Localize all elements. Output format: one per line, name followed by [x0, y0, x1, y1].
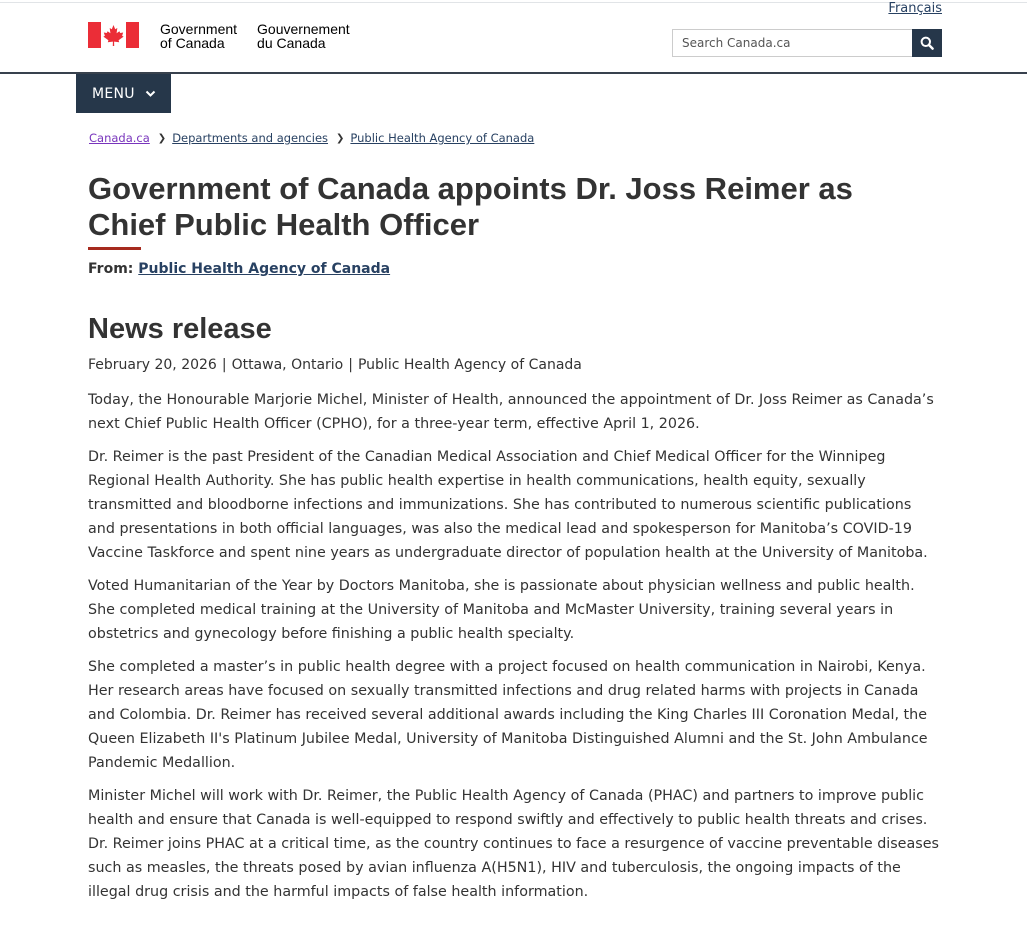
meta-separator: |: [348, 357, 353, 373]
release-org: Public Health Agency of Canada: [357, 357, 582, 373]
search-icon: [920, 36, 934, 50]
article-paragraph: Voted Humanitarian of the Year by Doctors Manitoba, she is passionate about physician wellness and public health. She completed medical training at the University of Manitoba and McMaster University, training several years in obstetrics and gynecology before finishing a public health specialty.: [88, 578, 915, 642]
article-paragraph: Today, the Honourable Marjorie Michel, Minister of Health, announced the appointment of Dr. Joss Reimer as Canada’s next Chief Public Health Officer (CPHO), for a three-year term, effective April 1, 2026.: [88, 392, 934, 432]
page-title: Government of Canada appoints Dr. Joss Reimer as Chief Public Health Officer: [88, 171, 853, 242]
breadcrumb: [89, 131, 534, 145]
language-toggle-link[interactable]: Français: [888, 1, 942, 16]
chevron-right-icon: ❯: [157, 132, 167, 144]
menu-label: MENU: [92, 85, 135, 102]
release-location: Ottawa, Ontario: [231, 357, 344, 373]
chevron-down-icon: [145, 90, 156, 98]
canada-flag-icon: [88, 22, 139, 48]
breadcrumb-departments-agencies[interactable]: Departments and agencies: [172, 131, 329, 145]
fip-english-line2: of Canada: [160, 35, 225, 51]
breadcrumb-phac[interactable]: Public Health Agency of Canada: [350, 131, 535, 145]
fip-english-line1: Government: [160, 21, 238, 37]
section-heading: News release: [88, 313, 272, 345]
fip-french: [257, 22, 350, 50]
meta-separator: |: [221, 357, 227, 373]
from-line: [88, 261, 390, 277]
title-underline: [88, 247, 141, 250]
fip-english: [160, 22, 237, 50]
fip-french-line1: Gouvernement: [257, 21, 350, 37]
article-paragraph: She completed a master’s in public health degree with a project focused on health communication in Nairobi, Kenya. Her research areas have focused on sexually transmitted infections and drug related harms with projects in Canada and Colombia. Dr. Reimer has received several additional awards including the King Charles III Coronation Medal, the Queen Elizabeth II's Platinum Jubilee Medal, University of Manitoba Distinguished Alumni and the St. John Ambulance Pandemic Medallion.: [88, 659, 928, 771]
fip-french-line2: du Canada: [257, 35, 326, 51]
site-search: [672, 29, 942, 57]
government-signature[interactable]: [88, 22, 350, 50]
breadcrumb-canada-ca[interactable]: Canada.ca: [89, 131, 150, 145]
chevron-right-icon: ❯: [336, 132, 345, 144]
from-link[interactable]: Public Health Agency of Canada: [138, 261, 391, 277]
search-button[interactable]: [912, 29, 942, 57]
top-border: [0, 2, 1027, 3]
release-date: February 20, 2026: [88, 357, 217, 373]
article-body: [88, 388, 940, 913]
release-meta: [88, 357, 582, 373]
from-label: From:: [88, 261, 134, 277]
search-input[interactable]: [672, 29, 912, 57]
article-paragraph: Minister Michel will work with Dr. Reimer, the Public Health Agency of Canada (PHAC) and partners to improve public health and ensure that Canada is well-equipped to respond swiftly and effectively to public health threats and crises. Dr. Reimer joins PHAC at a critical time, as the country continues to face a resurgence of vaccine preventable diseases such as measles, the threats posed by avian influenza A(H5N1), HIV and tuberculosis, the ongoing impacts of the illegal drug crisis and the harmful impacts of false health information.: [88, 788, 939, 900]
menu-button[interactable]: [76, 74, 171, 113]
article-paragraph: Dr. Reimer is the past President of the Canadian Medical Association and Chief Medical Officer for the Winnipeg Regional Health Authority. She has public health expertise in health communications, health equity, sexually transmitted and bloodborne infections and immunizations. She has contributed to numerous scientific publications and presentations in both official languages, was also the medical lead and spokesperson for Manitoba’s COVID-19 Vaccine Taskforce and spent nine years as undergraduate director of population health at the University of Manitoba.: [88, 449, 928, 561]
